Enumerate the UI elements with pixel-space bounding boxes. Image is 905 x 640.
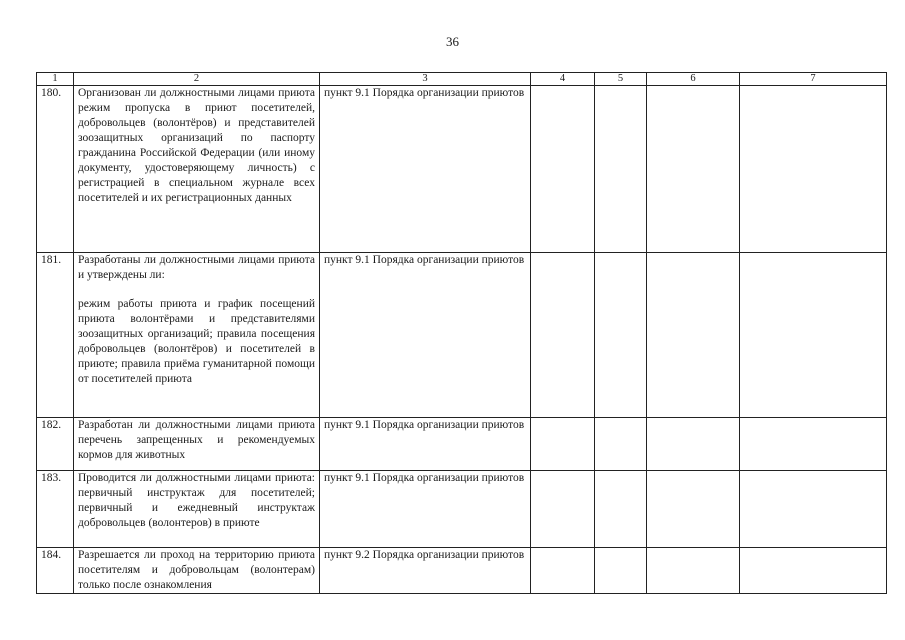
legal-reference: пункт 9.1 Порядка организации приютов (320, 471, 531, 548)
empty-cell-col-5 (595, 253, 647, 418)
empty-cell-col-7 (740, 418, 887, 471)
empty-cell-col-5 (595, 548, 647, 594)
header-row (37, 73, 887, 86)
empty-cell-col-7 (740, 471, 887, 548)
question-text: режим работы приюта и график посещений приюта волонтёрами и представителями зоозащитных организаций; правила посещения добровольцев (волонтёров) и посетителей в приюте; правила приёма гуманитарной помощи от посетителей приюта (78, 298, 315, 385)
legal-reference: пункт 9.2 Порядка организации приютов (320, 548, 531, 594)
empty-cell-col-7 (740, 548, 887, 594)
header-cell-6: 6 (647, 73, 740, 86)
empty-cell-col-5 (595, 471, 647, 548)
question-text: Разрешается ли проход на территорию приюта посетителям и добровольцам (волонтерам) только после ознакомления (78, 549, 315, 591)
empty-cell-col-6 (647, 548, 740, 594)
empty-cell-col-5 (595, 418, 647, 471)
empty-cell-col-6 (647, 253, 740, 418)
empty-cell-col-4 (531, 86, 595, 253)
inspection-table (36, 72, 887, 594)
header-cell-7: 7 (740, 73, 887, 86)
empty-cell-col-4 (531, 548, 595, 594)
header-cell-4: 4 (531, 73, 595, 86)
question-cell (74, 548, 320, 594)
question-text: Организован ли должностными лицами приюта режим пропуска в приют посетителей, добровольцев (волонтёров) и представителей зоозащитных организаций по паспорту гражданина Российской Федерации (или иному документу, удостоверяющему личность) с регистрацией в специальном журнале всех посетителей и их регистрационных данных (78, 87, 315, 204)
empty-cell-col-4 (531, 471, 595, 548)
header-cell-1: 1 (37, 73, 74, 86)
row-number: 183. (37, 471, 74, 548)
legal-reference: пункт 9.1 Порядка организации приютов (320, 418, 531, 471)
question-cell (74, 253, 320, 418)
row-number: 181. (37, 253, 74, 418)
empty-cell-col-5 (595, 86, 647, 253)
table-row (37, 253, 887, 418)
empty-cell-col-7 (740, 253, 887, 418)
table-row (37, 418, 887, 471)
header-cell-2: 2 (74, 73, 320, 86)
empty-cell-col-6 (647, 418, 740, 471)
question-cell (74, 471, 320, 548)
row-number: 180. (37, 86, 74, 253)
legal-reference: пункт 9.1 Порядка организации приютов (320, 253, 531, 418)
row-number: 182. (37, 418, 74, 471)
page-number: 36 (446, 34, 459, 49)
header-cell-5: 5 (595, 73, 647, 86)
question-cell (74, 86, 320, 253)
header-cell-3: 3 (320, 73, 531, 86)
question-text: Проводится ли должностными лицами приюта: первичный инструктаж для посетителей; первичный и ежедневный инструктаж добровольцев (волонтеров) в приюте (78, 472, 315, 529)
empty-cell-col-7 (740, 86, 887, 253)
table-row (37, 471, 887, 548)
empty-cell-col-4 (531, 418, 595, 471)
row-number: 184. (37, 548, 74, 594)
table-row (37, 86, 887, 253)
table-row (37, 548, 887, 594)
question-text: Разработан ли должностными лицами приюта перечень запрещенных и рекомендуемых кормов для животных (78, 419, 315, 461)
empty-cell-col-6 (647, 471, 740, 548)
question-cell (74, 418, 320, 471)
empty-cell-col-6 (647, 86, 740, 253)
legal-reference: пункт 9.1 Порядка организации приютов (320, 86, 531, 253)
question-text: Разработаны ли должностными лицами приюта и утверждены ли: (78, 254, 315, 281)
empty-cell-col-4 (531, 253, 595, 418)
